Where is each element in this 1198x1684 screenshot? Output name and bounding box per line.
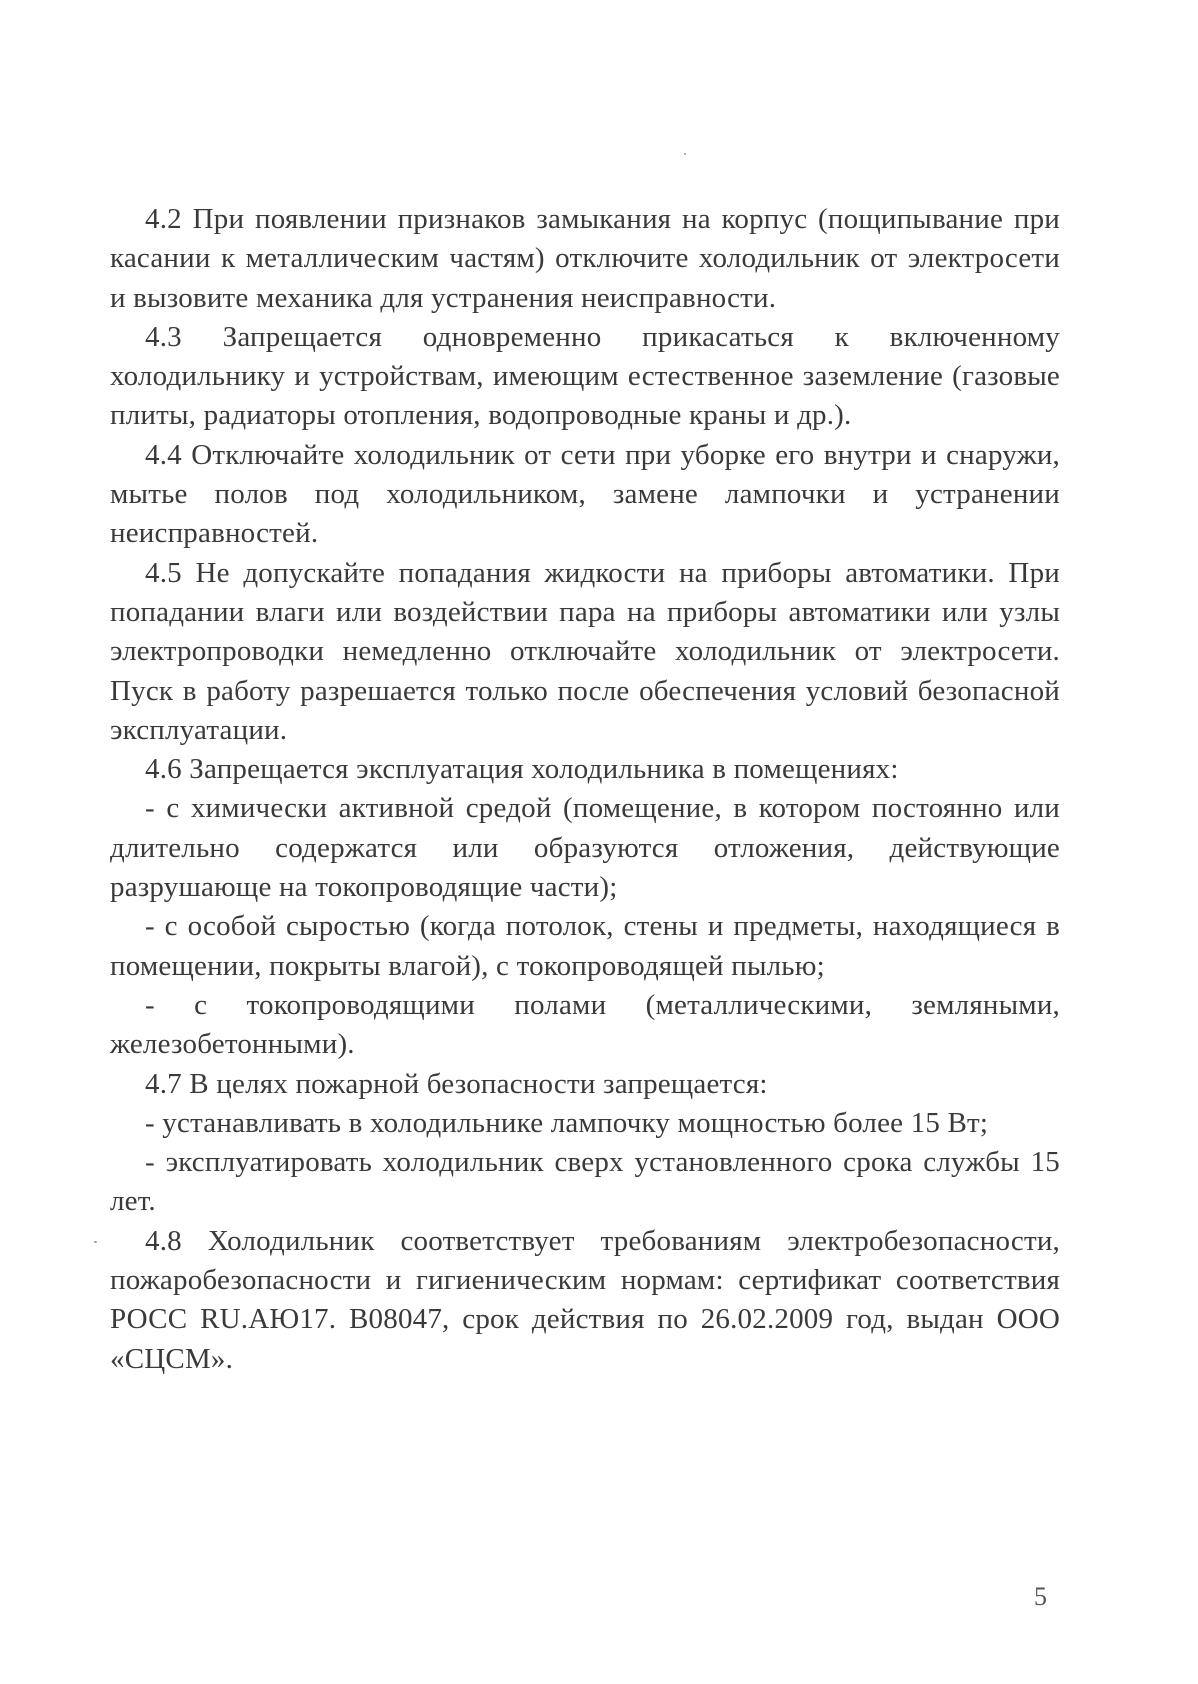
paragraph-4-7: 4.7 В целях пожарной безопасности запрещается: [145,1067,768,1100]
scan-speck [684,153,686,155]
list-item-high-humidity: - с особой сыростью (когда потолок, стены и предметы, находящиеся в помещении, покрыты влагой), с токопроводящей пылью; [110,910,1060,982]
paragraph-4-3: 4.3 Запрещается одновременно прикасаться к включенному холодильнику и устройствам, имеющим естественное заземление (газовые плиты, радиаторы отопления, водопроводные краны и др.). [110,320,1060,432]
list-item-lamp-power: - устанавливать в холодильнике лампочку мощностью более 15 Вт; [145,1106,989,1139]
paragraph-4-6: 4.6 Запрещается эксплуатация холодильника в помещениях: [145,753,899,786]
page-number: 5 [1034,1582,1047,1611]
list-item-chemical-environment: - с химически активной средой (помещение, в котором постоянно или длительно содержатся или образуются отложения, действующие разрушающе на токопроводящие части); [110,792,1060,904]
paragraph-4-8: 4.8 Холодильник соответствует требованиям электробезопасности, пожаробезопасности и гигиеническим нормам: сертификат соответствия РОСС RU.АЮ17. В08047, срок действия по 26.02.2009 год, выдан ООО «СЦСМ». [110,1224,1060,1375]
document-body [110,200,1060,1379]
paragraph-4-2: 4.2 При появлении признаков замыкания на корпус (пощипывание при касании к металлическим частям) отключите холодильник от электросети и вызовите механика для устранения неисправности. [110,203,1060,314]
scan-speck [94,1241,97,1243]
list-item-conductive-floors: - с токопроводящими полами (металлическими, земляными, железобетонными). [110,988,1060,1061]
list-item-service-life: - эксплуатировать холодильник сверх установленного срока службы 15 лет. [110,1146,1060,1218]
paragraph-4-5: 4.5 Не допускайте попадания жидкости на приборы автоматики. При попадании влаги или воздействии пара на приборы автоматики или узлы электропроводки немедленно отключайте холодильник от электросети. Пуск в работу разрешается только после обеспечения условий безопасной эксплуатации. [110,556,1060,746]
paragraph-4-4: 4.4 Отключайте холодильник от сети при уборке его внутри и снаружи, мытье полов под холодильником, замене лампочки и устранении неисправностей. [110,438,1060,550]
